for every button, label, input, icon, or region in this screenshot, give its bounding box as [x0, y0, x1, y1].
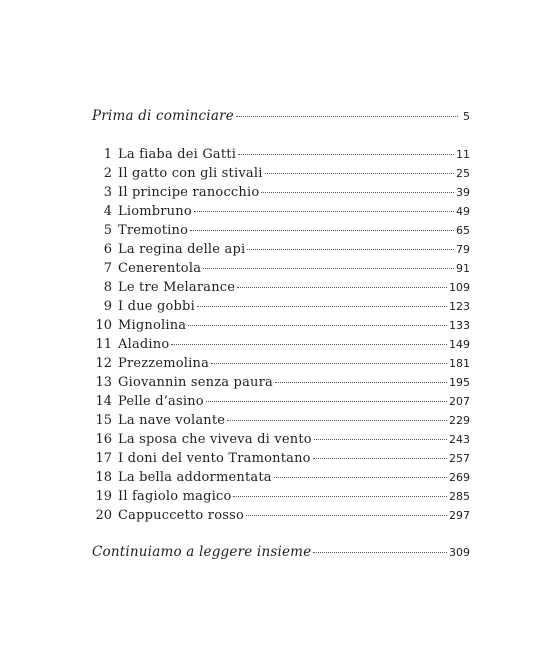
toc-entry-outro[interactable] — [92, 543, 470, 562]
chapter-title: Cappuccetto rosso — [118, 508, 244, 523]
chapter-number: 4 — [103, 204, 112, 219]
chapter-page: 109 — [449, 281, 470, 294]
chapter-title: Mignolina — [118, 318, 187, 333]
chapter-number: 20 — [95, 508, 112, 523]
chapter-title: Aladino — [118, 337, 170, 352]
toc-entry-chapter[interactable] — [92, 392, 470, 411]
toc-entry-chapter[interactable] — [92, 164, 470, 183]
chapter-page: 243 — [449, 433, 470, 446]
toc-entry-intro[interactable] — [92, 107, 470, 126]
dot-leader — [206, 401, 447, 402]
toc-entry-chapter[interactable] — [92, 373, 470, 392]
dot-leader — [313, 458, 447, 459]
chapter-title: Il principe ranocchio — [118, 185, 260, 200]
dot-leader — [211, 363, 447, 364]
dot-leader — [227, 420, 447, 421]
chapter-title: Il gatto con gli stivali — [118, 166, 263, 181]
toc-entry-title: Prima di cominciare — [92, 108, 234, 124]
chapter-page: 65 — [456, 224, 470, 237]
chapter-title: La nave volante — [118, 413, 226, 428]
chapter-number: 2 — [103, 166, 112, 181]
chapter-number: 9 — [103, 299, 112, 314]
dot-leader — [261, 192, 454, 193]
dot-leader — [236, 116, 458, 117]
chapter-title: Tremotino — [118, 223, 189, 238]
toc-entry-chapter[interactable] — [92, 278, 470, 297]
toc-entry-chapter[interactable] — [92, 430, 470, 449]
toc-entry-chapter[interactable] — [92, 259, 470, 278]
chapter-title: Le tre Melarance — [118, 280, 236, 295]
chapter-page: 25 — [456, 167, 470, 180]
chapter-number: 12 — [95, 356, 112, 371]
chapter-number: 6 — [103, 242, 112, 257]
chapter-page: 229 — [449, 414, 470, 427]
chapter-title: Giovannin senza paura — [118, 375, 273, 390]
toc-entry-chapter[interactable] — [92, 297, 470, 316]
chapter-number: 7 — [103, 261, 112, 276]
chapter-page: 11 — [456, 148, 470, 161]
chapter-number: 8 — [103, 280, 112, 295]
toc-entry-chapter[interactable] — [92, 221, 470, 240]
chapter-number: 5 — [103, 223, 112, 238]
chapter-page: 207 — [449, 395, 470, 408]
dot-leader — [237, 287, 447, 288]
chapter-page: 195 — [449, 376, 470, 389]
chapter-number: 3 — [103, 185, 112, 200]
toc-entry-chapter[interactable] — [92, 487, 470, 506]
dot-leader — [238, 154, 454, 155]
dot-leader — [246, 515, 447, 516]
chapter-title: La sposa che viveva di vento — [118, 432, 312, 447]
toc-entry-chapter[interactable] — [92, 183, 470, 202]
toc-entry-chapter[interactable] — [92, 335, 470, 354]
toc-entry-chapter[interactable] — [92, 506, 470, 525]
chapter-number: 11 — [95, 337, 112, 352]
chapter-page: 91 — [456, 262, 470, 275]
chapter-title: Liombruno — [118, 204, 192, 219]
toc-entry-chapter[interactable] — [92, 316, 470, 335]
chapter-number: 1 — [103, 147, 112, 162]
chapter-number: 14 — [95, 394, 112, 409]
chapter-title: La bella addormentata — [118, 470, 272, 485]
chapter-page: 49 — [456, 205, 470, 218]
toc-entry-title: Continuiamo a leggere insieme — [92, 544, 312, 560]
toc-entry-page: 309 — [449, 546, 470, 559]
chapter-number: 15 — [95, 413, 112, 428]
toc-entry-page: 5 — [463, 110, 470, 123]
toc-entry-chapter[interactable] — [92, 411, 470, 430]
toc-entry-chapter[interactable] — [92, 202, 470, 221]
chapter-title: La regina delle api — [118, 242, 246, 257]
toc-entry-chapter[interactable] — [92, 240, 470, 259]
dot-leader — [313, 552, 447, 553]
dot-leader — [197, 306, 447, 307]
chapter-page: 133 — [449, 319, 470, 332]
chapter-number: 13 — [95, 375, 112, 390]
dot-leader — [274, 477, 447, 478]
dot-leader — [190, 230, 454, 231]
dot-leader — [203, 268, 454, 269]
chapter-page: 285 — [449, 490, 470, 503]
dot-leader — [265, 173, 454, 174]
chapter-number: 16 — [95, 432, 112, 447]
dot-leader — [233, 496, 447, 497]
chapter-page: 257 — [449, 452, 470, 465]
chapter-page: 39 — [456, 186, 470, 199]
chapter-number: 17 — [95, 451, 112, 466]
dot-leader — [314, 439, 447, 440]
chapter-title: Prezzemolina — [118, 356, 210, 371]
chapter-title: Il fagiolo magico — [118, 489, 232, 504]
chapter-title: La fiaba dei Gatti — [118, 147, 237, 162]
chapter-title: Cenerentola — [118, 261, 202, 276]
chapter-page: 269 — [449, 471, 470, 484]
chapter-number: 19 — [95, 489, 112, 504]
chapter-page: 149 — [449, 338, 470, 351]
chapter-title: I due gobbi — [118, 299, 195, 314]
chapter-page: 123 — [449, 300, 470, 313]
toc-entry-chapter[interactable] — [92, 354, 470, 373]
dot-leader — [247, 249, 454, 250]
dot-leader — [171, 344, 447, 345]
chapter-number: 10 — [95, 318, 112, 333]
chapter-title: Pelle d’asino — [118, 394, 204, 409]
chapter-page: 79 — [456, 243, 470, 256]
chapter-number: 18 — [95, 470, 112, 485]
chapter-title: I doni del vento Tramontano — [118, 451, 311, 466]
dot-leader — [188, 325, 447, 326]
toc-entry-chapter[interactable] — [92, 145, 470, 164]
dot-leader — [194, 211, 454, 212]
toc-entry-chapter[interactable] — [92, 468, 470, 487]
chapter-page: 297 — [449, 509, 470, 522]
dot-leader — [275, 382, 447, 383]
chapter-page: 181 — [449, 357, 470, 370]
toc-entry-chapter[interactable] — [92, 449, 470, 468]
